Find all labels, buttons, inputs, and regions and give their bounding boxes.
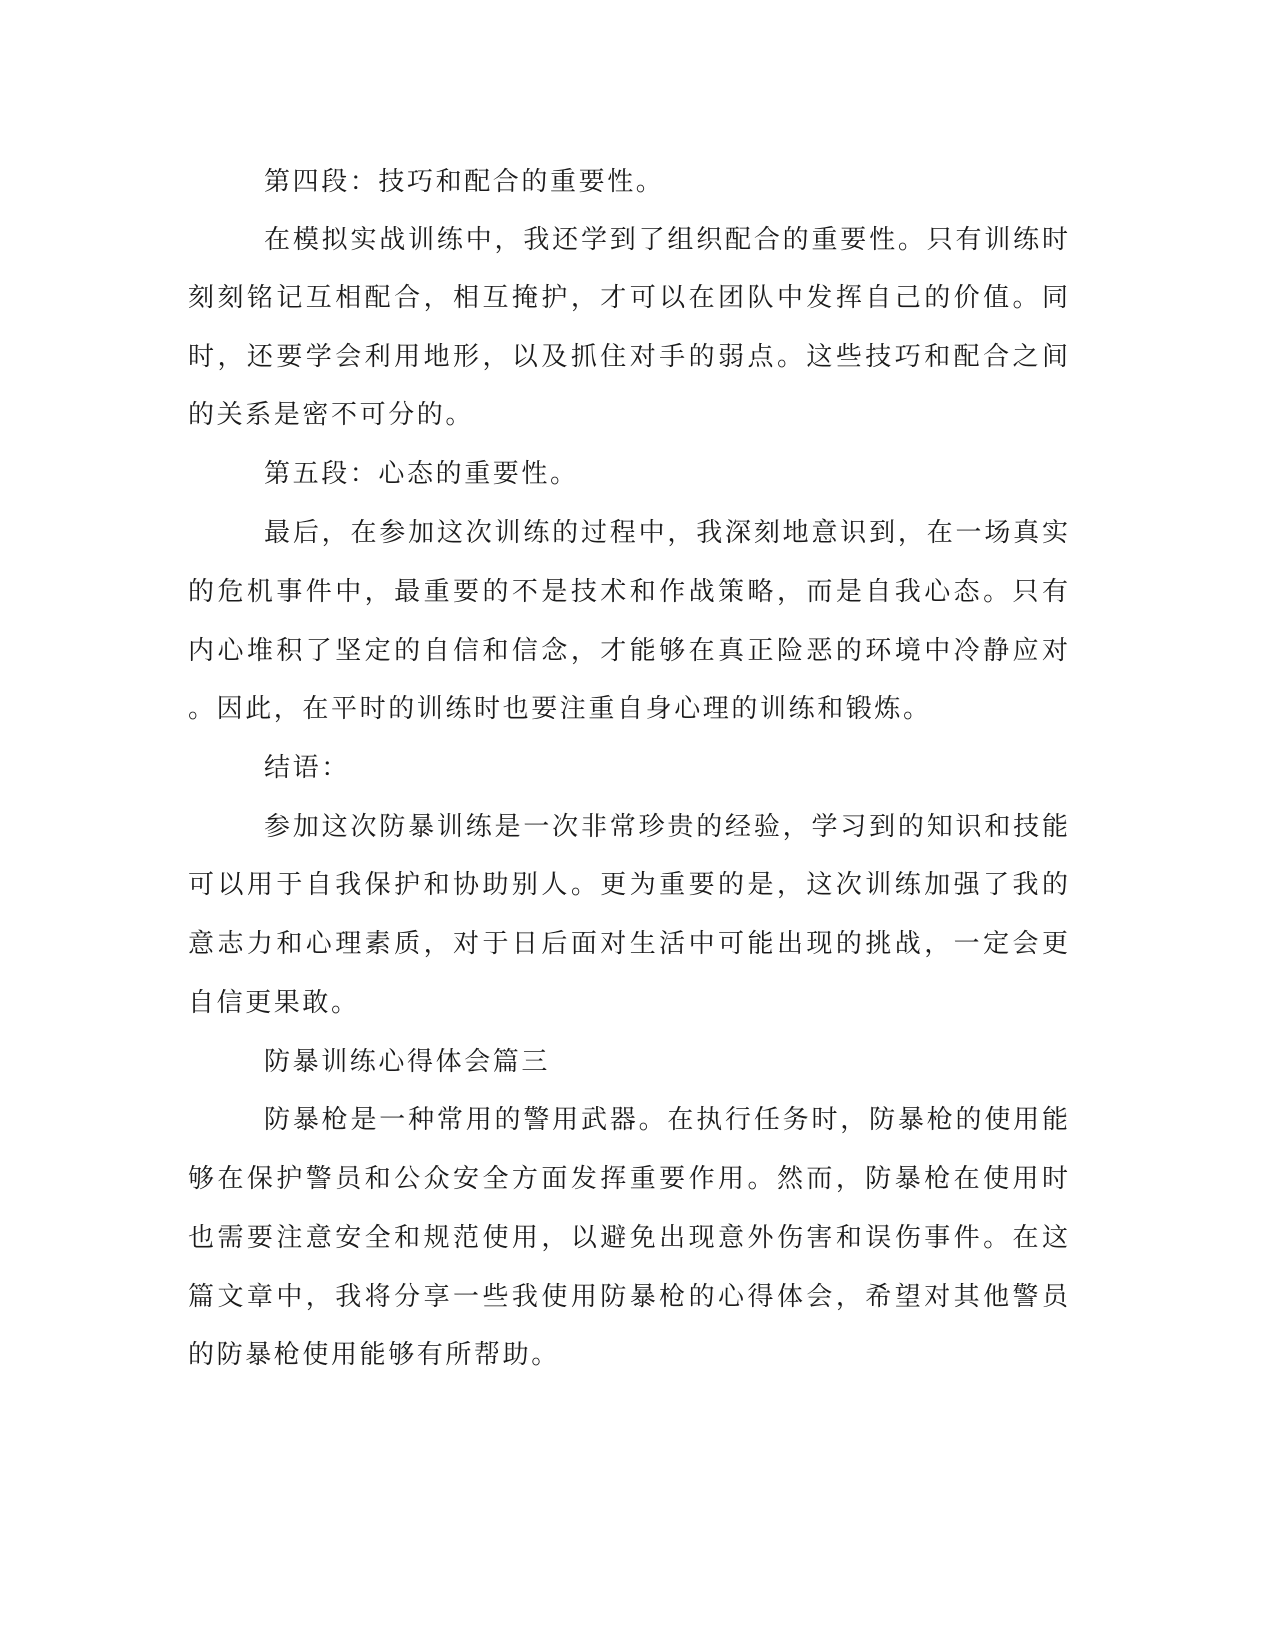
paragraph-line: 意志力和心理素质，对于日后面对生活中可能出现的挑战，一定会更: [188, 929, 1068, 959]
paragraph-line: 的防暴枪使用能够有所帮助。: [188, 1340, 560, 1370]
paragraph-line: 的关系是密不可分的。: [188, 400, 475, 430]
heading-part-three: 防暴训练心得体会篇三: [264, 1047, 551, 1077]
paragraph-line: 篇文章中，我将分享一些我使用防暴枪的心得体会，希望对其他警员: [188, 1282, 1068, 1312]
paragraph-line: 。因此，在平时的训练时也要注重自身心理的训练和锻炼。: [188, 694, 932, 724]
heading-section-four: 第四段：技巧和配合的重要性。: [264, 167, 665, 197]
heading-section-five: 第五段：心态的重要性。: [264, 459, 579, 489]
paragraph-line: 时，还要学会利用地形，以及抓住对手的弱点。这些技巧和配合之间: [188, 342, 1068, 372]
paragraph-line: 内心堆积了坚定的自信和信念，才能够在真正险恶的环境中冷静应对: [188, 636, 1068, 666]
heading-conclusion: 结语：: [264, 753, 350, 783]
paragraph-line: 的危机事件中，最重要的不是技术和作战策略，而是自我心态。只有: [188, 577, 1068, 607]
paragraph-line: 可以用于自我保护和协助别人。更为重要的是，这次训练加强了我的: [188, 870, 1068, 900]
paragraph-line: 自信更果敢。: [188, 988, 360, 1018]
paragraph-line: 够在保护警员和公众安全方面发挥重要作用。然而，防暴枪在使用时: [188, 1164, 1068, 1194]
paragraph-line: 也需要注意安全和规范使用，以避免出现意外伤害和误伤事件。在这: [188, 1223, 1068, 1253]
paragraph-line: 防暴枪是一种常用的警用武器。在执行任务时，防暴枪的使用能: [264, 1105, 1068, 1135]
paragraph-line: 参加这次防暴训练是一次非常珍贵的经验，学习到的知识和技能: [264, 812, 1068, 842]
paragraph-line: 最后，在参加这次训练的过程中，我深刻地意识到，在一场真实: [264, 518, 1068, 548]
paragraph-line: 刻刻铭记互相配合，相互掩护，才可以在团队中发挥自己的价值。同: [188, 283, 1068, 313]
paragraph-line: 在模拟实战训练中，我还学到了组织配合的重要性。只有训练时: [264, 225, 1068, 255]
